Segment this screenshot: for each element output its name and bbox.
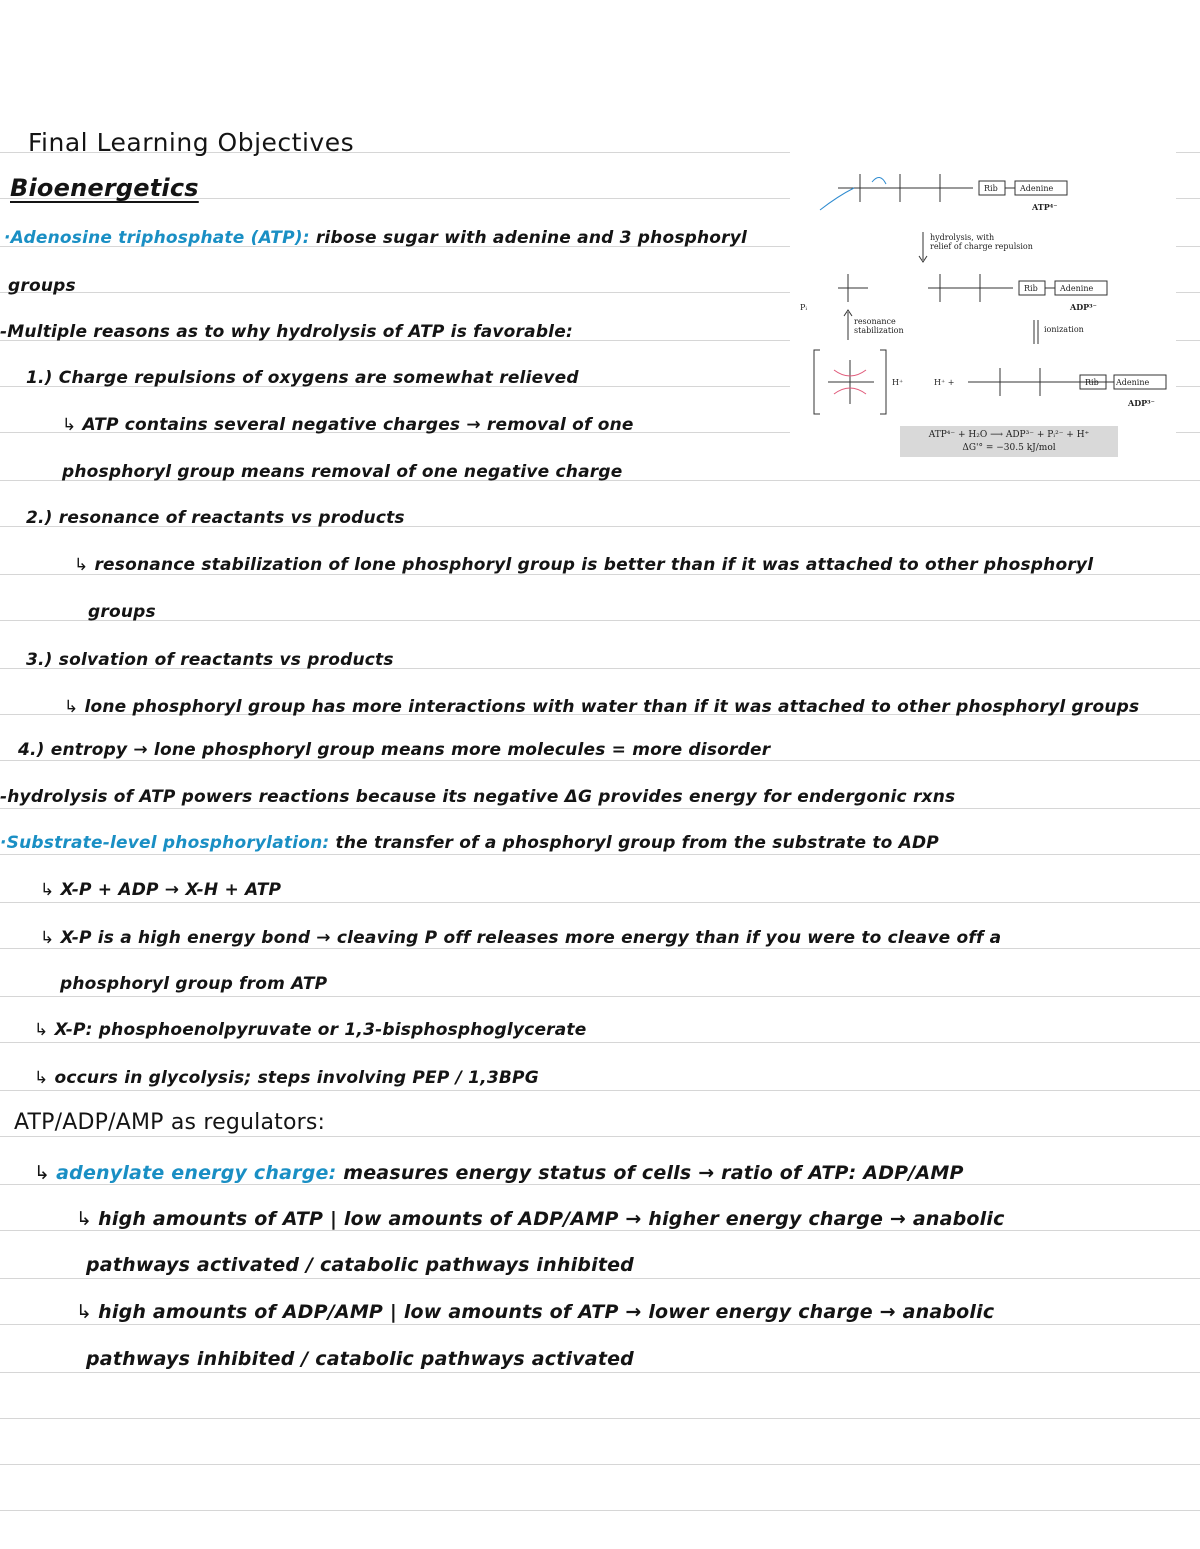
- slp-equation-text: X-P + ADP → X-H + ATP: [60, 880, 282, 900]
- slp-sub-d: [34, 1068, 539, 1088]
- reason-1-sub-b: phosphoryl group means removal of one negative charge: [62, 462, 623, 482]
- slp-definition: [0, 833, 939, 853]
- reason-4: 4.) entropy → lone phosphoryl group means more molecules = more disorder: [18, 740, 771, 760]
- reason-3: 3.) solvation of reactants vs products: [26, 650, 394, 670]
- adp-label-2: ADP³⁻: [1128, 398, 1155, 408]
- adenine-label: Adenine: [1020, 184, 1054, 193]
- sub-arrow-icon: ↳: [40, 880, 55, 900]
- slp-sub-a: [40, 928, 1001, 948]
- sub-arrow-icon: ↳: [76, 1208, 93, 1230]
- ruled-line: [0, 1184, 1200, 1185]
- hydrolysis-label: hydrolysis, with: [930, 233, 995, 242]
- aec-sub-c-text: high amounts of ADP/AMP | low amounts of ATP → lower energy charge → anabolic: [98, 1301, 995, 1323]
- slp-sub-b: phosphoryl group from ATP: [60, 974, 328, 994]
- rib-label-2: Rib: [1024, 284, 1038, 293]
- hydrolysis-label-2: relief of charge repulsion: [930, 242, 1033, 251]
- multiple-reasons: -Multiple reasons as to why hydrolysis of ATP is favorable:: [0, 322, 573, 342]
- aec-sub-c: [76, 1301, 994, 1323]
- ruled-line: [0, 1090, 1200, 1091]
- adenine-label-2: Adenine: [1060, 284, 1094, 293]
- ruled-line: [0, 1324, 1200, 1325]
- adenine-label-3: Adenine: [1116, 378, 1150, 387]
- page-title: Final Learning Objectives: [28, 128, 355, 157]
- equation-box: [900, 426, 1118, 457]
- reason-2-sub-a: [74, 555, 1093, 575]
- atp-definition-text: ribose sugar with adenine and 3 phosphoryl: [309, 228, 748, 248]
- ruled-line: [0, 902, 1200, 903]
- aec-term: adenylate energy charge:: [56, 1162, 337, 1184]
- sub-arrow-icon: ↳: [34, 1162, 51, 1184]
- reason-2-sub-b: groups: [88, 602, 156, 622]
- atp-hydrolysis-figure: [798, 160, 1198, 460]
- hydrolysis-powers: -hydrolysis of ATP powers reactions because its negative ΔG provides energy for endergonic rxns: [0, 787, 956, 807]
- h-plus-label-2: H⁺ +: [934, 378, 955, 387]
- slp-equation: [40, 880, 281, 900]
- slp-term: ·Substrate-level phosphorylation:: [0, 833, 330, 853]
- ruled-line: [0, 1372, 1200, 1373]
- ruled-line: [0, 1136, 1200, 1137]
- ruled-line: [0, 292, 790, 293]
- ruled-line: [0, 620, 1200, 621]
- reason-1-sub-a: [62, 415, 634, 435]
- slp-sub-c-text: X-P: phosphoenolpyruvate or 1,3-bisphosphoglycerate: [54, 1020, 587, 1040]
- ruled-line: [0, 996, 1200, 997]
- slp-definition-text: the transfer of a phosphoryl group from the substrate to ADP: [329, 833, 939, 853]
- ruled-line: [0, 1464, 1200, 1465]
- ruled-line: [0, 854, 1200, 855]
- aec-sub-a: [76, 1208, 1005, 1230]
- sub-arrow-icon: ↳: [34, 1020, 49, 1040]
- adp-label: ADP³⁻: [1070, 302, 1097, 312]
- ionization-label: ionization: [1044, 325, 1084, 334]
- atp-definition-cont: groups: [8, 276, 76, 296]
- ruled-line: [1176, 152, 1200, 153]
- ruled-line: [0, 1278, 1200, 1279]
- delta-g: ΔG'° = −30.5 kJ/mol: [962, 443, 1056, 453]
- slp-sub-d-text: occurs in glycolysis; steps involving PEP / 1,3BPG: [54, 1068, 539, 1088]
- aec-definition-text: measures energy status of cells → ratio of ATP: ADP/AMP: [336, 1162, 964, 1184]
- aec-sub-a-text: high amounts of ATP | low amounts of ADP/AMP → higher energy charge → anabolic: [98, 1208, 1005, 1230]
- reason-3-sub-a: [64, 697, 1139, 717]
- sub-arrow-icon: ↳: [76, 1301, 93, 1323]
- aec-sub-b: pathways activated / catabolic pathways inhibited: [86, 1254, 634, 1276]
- ruled-line: [0, 760, 1200, 761]
- slp-sub-a-text: X-P is a high energy bond → cleaving P off releases more energy than if you were to cleave off a: [60, 928, 1002, 948]
- atp-label: ATP⁴⁻: [1032, 202, 1058, 212]
- reason-2: 2.) resonance of reactants vs products: [26, 508, 405, 528]
- rib-label-3: Rib: [1085, 378, 1099, 387]
- ruled-line: [0, 1418, 1200, 1419]
- reason-3-sub-a-text: lone phosphoryl group has more interactions with water than if it was attached to other phosphoryl groups: [84, 697, 1140, 717]
- ruled-line: [0, 1230, 1200, 1231]
- rib-label: Rib: [984, 184, 998, 193]
- hydrolysis-equation: ATP⁴⁻ + H₂O ⟶ ADP³⁻ + Pᵢ²⁻ + H⁺: [928, 430, 1090, 440]
- ruled-line: [0, 808, 1200, 809]
- ruled-line: [0, 1510, 1200, 1511]
- ruled-line: [0, 1042, 1200, 1043]
- sub-arrow-icon: ↳: [62, 415, 77, 435]
- sub-arrow-icon: ↳: [64, 697, 79, 717]
- atp-definition: [4, 228, 747, 248]
- sub-arrow-icon: ↳: [40, 928, 55, 948]
- ruled-line: [0, 948, 1200, 949]
- pi-label: Pᵢ: [800, 303, 807, 312]
- resonance-label-2: stabilization: [854, 326, 904, 335]
- regulators-heading: ATP/ADP/AMP as regulators:: [14, 1110, 326, 1135]
- sub-arrow-icon: ↳: [34, 1068, 49, 1088]
- reason-1-sub-a-text: ATP contains several negative charges → removal of one: [82, 415, 634, 435]
- aec-sub-d: pathways inhibited / catabolic pathways activated: [86, 1348, 634, 1370]
- atp-term: ·Adenosine triphosphate (ATP):: [4, 228, 310, 248]
- slp-sub-c: [34, 1020, 586, 1040]
- aec-definition: [34, 1162, 964, 1184]
- reason-2-sub-a-text: resonance stabilization of lone phosphoryl group is better than if it was attached to other phosphoryl: [94, 555, 1094, 575]
- h-plus-label: H⁺: [892, 378, 904, 387]
- reason-1: 1.) Charge repulsions of oxygens are somewhat relieved: [26, 368, 579, 388]
- sub-arrow-icon: ↳: [74, 555, 89, 575]
- section-header: Bioenergetics: [10, 174, 199, 202]
- resonance-label: resonance: [854, 317, 896, 326]
